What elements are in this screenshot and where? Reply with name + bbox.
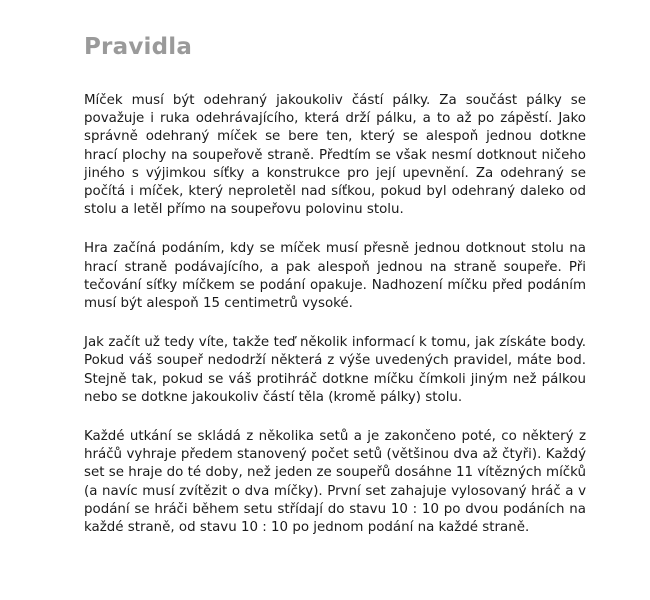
paragraph-3: Jak začít už tedy víte, takže teď několik informací k tomu, jak získáte body. Pokud váš soupeř nedodrží některá z výše uvedených pravidel, máte bod. Stejně tak, pokud se váš protihráč dotkne míčku čímkoli jiným než pálkou nebo se dotkne jakoukoliv částí těla (kromě pálky) stolu. (84, 335, 586, 405)
paragraph-2: Hra začíná podáním, kdy se míček musí přesně jednou dotknout stolu na hrací straně podávajícího, a pak alespoň jednou na straně soupeře. Při tečování síťky míčkem se podání opakuje. Nadhození míčku před podáním musí být alespoň 15 centimetrů vysoké. (84, 241, 586, 312)
body-text (84, 92, 586, 558)
paragraph-4: Každé utkání se skládá z několika setů a je zakončeno poté, co některý z hráčů vyhraje předem stanovený počet setů (většinou dva až čtyři). Každý set se hraje do té doby, než jeden ze soupeřů dosáhne 11 vítězných míčků (a navíc musí zvítězit o dva míčky). První set zahajuje vylosovaný hráč a v podání se hráči během setu střídají do stavu 10 : 10 po dvou podáních na každé straně, od stavu 10 : 10 po jednom podání na každé straně. (84, 429, 586, 536)
page-title: Pravidla (84, 34, 193, 60)
paragraph-1: Míček musí být odehraný jakoukoliv částí pálky. Za součást pálky se považuje i ruka odehrávajícího, která drží pálku, a to až po zápěstí. Jako správně odehraný míček se bere ten, který se alespoň jednou dotkne hrací plochy na soupeřově straně. Předtím se však nesmí dotknout ničeho jiného s výjimkou síťky a konstrukce pro její upevnění. Za odehraný se počítá i míček, který neproletěl nad síťkou, pokud byl odehraný daleko od stolu a letěl přímo na soupeřovu polovinu stolu. (84, 93, 586, 218)
